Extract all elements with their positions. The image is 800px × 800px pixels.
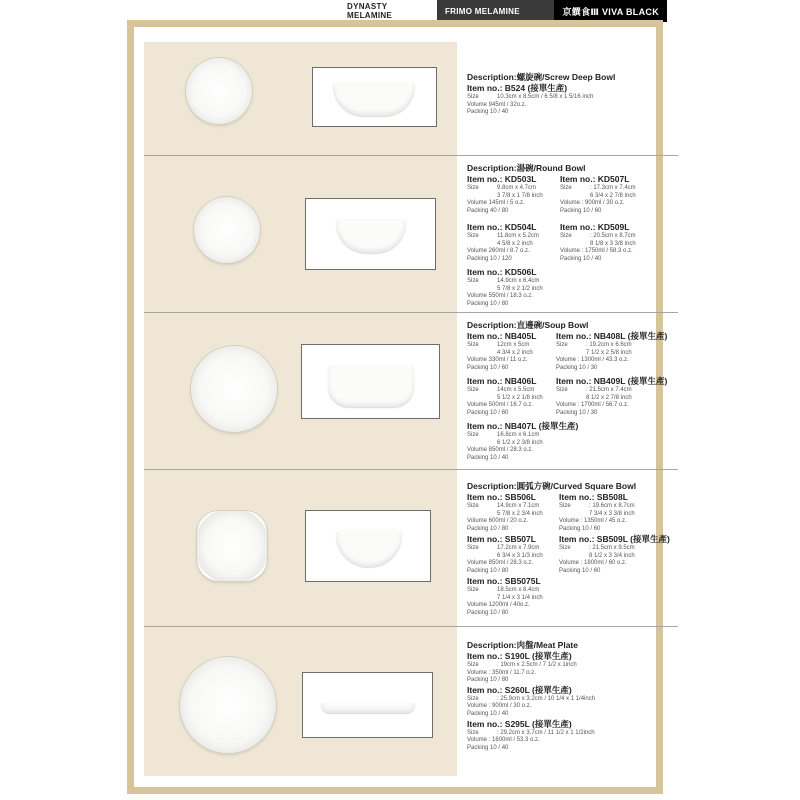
packing-value: Packing 10 / 40 (560, 255, 602, 262)
packing-value: Packing 10 / 40 (467, 454, 509, 461)
item-number: Item no.: NB405L (467, 331, 537, 341)
item-number: Item no.: NB406L (467, 376, 537, 386)
bowl-top-view-image (186, 58, 252, 124)
item-number: Item no.: NB409L (接單生產) (556, 376, 668, 386)
item-block-sb5075l (467, 576, 587, 617)
size-inch-value: 3 7/8 x 1 7/8 inch (497, 192, 543, 199)
size-inch-value: 6 3/4 x 2 7/8 inch (590, 192, 636, 199)
item-block-s295l (467, 719, 667, 753)
packing-value: Packing 10 / 40 (467, 744, 509, 751)
volume-value: Volume 945ml / 32o.z. (467, 101, 527, 108)
size-label: Size (467, 662, 479, 668)
bowl-side-view-frame (301, 344, 440, 419)
item-number: Item no.: KD507L (560, 174, 630, 184)
bowl-side-view-frame (312, 67, 437, 127)
product-description: Description:圓弧方碗/Curved Square Bowl (467, 481, 637, 491)
bowl-side-view-image (336, 529, 402, 567)
item-number: Item no.: KD506L (467, 267, 537, 277)
volume-value: Volume 500ml / 16.7 o.z. (467, 402, 534, 409)
item-number: Item no.: SB508L (559, 492, 628, 502)
volume-value: Volume : 1350ml / 45 o.z. (559, 518, 627, 525)
packing-value: Packing 10 / 30 (556, 364, 598, 371)
item-number: Item no.: SB507L (467, 534, 536, 544)
size-value: 10.3cm x 8.5cm / 6 5/8 x 1 5/16 inch (497, 94, 594, 100)
packing-value: Packing 10 / 60 (467, 409, 509, 416)
bowl-side-view-image (333, 82, 415, 116)
tab-viva-black[interactable]: 京饌食Ⅲ VIVA BLACK (554, 0, 667, 22)
packing-value: Packing 10 / 60 (559, 525, 601, 532)
section-divider (144, 626, 678, 627)
packing-value: Packing 10 / 60 (559, 567, 601, 574)
product-description: Description:螺旋碗/Screw Deep Bowl (467, 72, 616, 82)
volume-value: Volume : 900ml / 30 o.z. (560, 200, 625, 207)
size-inch-value: 5 1/2 x 2 1/8 inch (497, 394, 543, 401)
packing-value: Packing 10 / 80 (467, 525, 509, 532)
packing-value: Packing 10 / 30 (556, 409, 598, 416)
size-value: 11.8cm x 5.2cm (497, 233, 539, 239)
size-label: Size (467, 587, 479, 593)
item-number: Item no.: KD509L (560, 222, 630, 232)
bowl-side-view-image (328, 365, 414, 407)
size-value: : 20.5cm x 8.7cm (590, 233, 636, 239)
size-inch-value: 8 1/8 x 3 3/8 inch (590, 240, 636, 247)
packing-value: Packing 10 / 60 (467, 364, 509, 371)
packing-value: Packing 10 / 60 (560, 207, 602, 214)
item-number: Item no.: KD504L (467, 222, 537, 232)
size-label: Size (467, 185, 479, 191)
item-block-nb408l (556, 331, 676, 372)
item-block-kd507l (560, 174, 680, 215)
tab-frimo-melamine[interactable]: FRIMO MELAMINE (437, 0, 554, 22)
size-value: : 19.6cm x 8.7cm (589, 503, 635, 509)
volume-value: Volume : 350ml / 11.7 o.z. (467, 669, 536, 676)
plate-side-view-frame (302, 672, 433, 738)
volume-value: Volume 1200ml / 40o.z. (467, 602, 530, 609)
bowl-top-view-image (194, 197, 260, 263)
volume-value: Volume 330ml / 11 o.z. (467, 357, 528, 364)
packing-value: Packing 10 / 80 (467, 567, 509, 574)
size-value: 16.8cm x 6.1cm (497, 432, 540, 438)
size-value: 14cm x 5.5cm (497, 387, 535, 393)
item-block-kd506l (467, 267, 587, 308)
volume-value: Volume : 1750ml / 58.3 o.z. (560, 248, 633, 255)
section-divider (144, 312, 678, 313)
size-label: Size (467, 278, 479, 284)
size-label: Size (559, 503, 571, 509)
volume-value: Volume 260ml / 8.7 o.z. (467, 248, 530, 255)
volume-value: Volume : 1700ml / 56.7 o.z. (556, 402, 629, 409)
volume-value: Volume 850ml / 28.3 o.z. (467, 447, 534, 454)
size-label: Size (467, 387, 479, 393)
size-value: : 17.3cm x 7.4cm (590, 185, 636, 191)
size-inch-value: 8 1/2 x 2 7/8 inch (586, 394, 632, 401)
size-label: Size (559, 545, 571, 551)
product-description: Description:湯碗/Round Bowl (467, 163, 586, 173)
volume-value: Volume : 1800ml / 60 o.z. (559, 560, 627, 567)
tab-dynasty-melamine[interactable]: DYNASTY MELAMINE (339, 0, 437, 22)
bowl-side-view-frame (305, 510, 431, 582)
item-number: Item no.: B524 (接單生產) (467, 83, 568, 93)
size-value: 18.5cm x 8.4cm (497, 587, 540, 593)
size-value: : 25.9cm x 3.2cm / 10 1/4 x 1 1/4inch (497, 695, 596, 702)
product-description: Description:直邊碗/Soup Bowl (467, 320, 589, 330)
size-inch-value: 7 1/4 x 3 1/4 inch (497, 594, 543, 601)
packing-value: Packing 10 / 120 (467, 255, 512, 262)
size-label: Size (556, 342, 568, 348)
section-divider (144, 469, 678, 470)
size-label: Size (467, 94, 479, 100)
size-inch-value: 8 1/2 x 3 3/4 inch (589, 552, 635, 559)
size-inch-value: 6 3/4 x 3 1/3 inch (497, 552, 543, 559)
volume-value: Volume : 900ml / 30 o.z. (467, 703, 532, 710)
size-label: Size (467, 503, 479, 509)
top-category-bar (339, 0, 667, 22)
item-number: Item no.: SB506L (467, 492, 536, 502)
packing-value: Packing 10 / 80 (467, 300, 509, 307)
volume-value: Volume : 1600ml / 53.3 o.z. (467, 737, 540, 744)
volume-value: Volume 145ml / 5 o.z. (467, 200, 525, 207)
size-inch-value: 7 3/4 x 3 3/8 inch (589, 510, 635, 517)
packing-value: Packing 10 / 40 (467, 710, 509, 717)
size-value: : 21.5cm x 9.5cm (589, 545, 635, 551)
product-description: Description:肉盤/Meat Plate (467, 640, 578, 650)
size-value: 9.8cm x 4.7cm (497, 185, 537, 191)
packing-value: Packing 10 / 80 (467, 677, 509, 684)
size-value: : 21.5cm x 7.4cm (586, 387, 632, 393)
size-value: : 19.2cm x 6.6cm (586, 342, 632, 348)
size-inch-value: 4 5/8 x 2 inch (497, 240, 533, 247)
size-inch-value: 5 7/8 x 2 1/2 inch (497, 285, 543, 292)
bowl-top-view-image (191, 346, 277, 432)
size-inch-value: 7 1/2 x 2 5/8 inch (586, 349, 632, 356)
size-label: Size (467, 729, 479, 736)
size-value: 17.2cm x 7.9cm (497, 545, 540, 551)
size-value: 12cm x 5cm (497, 342, 530, 348)
item-number: Item no.: SB5075L (467, 576, 541, 586)
item-block-kd509l (560, 222, 680, 263)
section-divider (144, 155, 678, 156)
product-info (467, 320, 667, 465)
size-label: Size (467, 695, 479, 702)
size-value: : 19cm x 2.5cm / 7 1/2 x 1inch (497, 662, 577, 668)
size-label: Size (560, 185, 572, 191)
size-label: Size (556, 387, 568, 393)
bowl-side-view-image (336, 219, 406, 253)
size-label: Size (560, 233, 572, 239)
volume-value: Volume : 1300ml / 43.3 o.z. (556, 357, 629, 364)
product-info (467, 163, 667, 308)
item-number: Item no.: NB407L (接單生產) (467, 421, 579, 431)
product-info (467, 72, 667, 117)
size-label: Size (467, 233, 479, 239)
item-block-sb509l (559, 534, 679, 575)
size-inch-value: 4 3/4 x 2 inch (497, 349, 533, 356)
size-value: : 29.2cm x 3.7cm / 11 1/2 x 1 1/2inch (497, 729, 595, 736)
size-inch-value: 5 7/8 x 2 3/4 inch (497, 510, 543, 517)
size-label: Size (467, 342, 479, 348)
bowl-top-view-image (197, 511, 267, 581)
packing-value: Packing 10 / 80 (467, 609, 509, 616)
item-number: Item no.: S295L (接單生產) (467, 718, 572, 729)
item-number: Item no.: S190L (接單生產) (467, 651, 572, 661)
packing-value: Packing 40 / 80 (467, 207, 509, 214)
size-label: Size (467, 545, 479, 551)
size-inch-value: 6 1/2 x 2 3/8 inch (497, 439, 543, 446)
volume-value: Volume 850ml / 28.3 o.z. (467, 560, 534, 567)
item-block-nb407l (467, 421, 587, 462)
item-number: Item no.: KD503L (467, 174, 537, 184)
item-block-s260l (467, 685, 667, 719)
volume-value: Volume 550ml / 18.3 o.z. (467, 293, 534, 300)
size-value: 14.9cm x 7.1cm (497, 503, 540, 509)
bowl-side-view-frame (305, 198, 436, 270)
product-info (467, 640, 667, 752)
item-number: Item no.: SB509L (接單生產) (559, 534, 670, 544)
plate-top-view-image (180, 657, 276, 753)
product-info (467, 481, 670, 626)
size-value: 14.9cm x 6.4cm (497, 278, 540, 284)
item-number: Item no.: NB408L (接單生產) (556, 331, 668, 341)
size-label: Size (467, 432, 479, 438)
plate-side-view-image (321, 703, 415, 713)
item-number: Item no.: S260L (接單生產) (467, 684, 572, 695)
item-block-sb508l (559, 492, 679, 533)
item-block-s190l (467, 651, 667, 685)
item-block-nb409l (556, 376, 676, 417)
packing-value: Packing 10 / 40 (467, 109, 509, 116)
volume-value: Volume 600ml / 20 o.z. (467, 518, 529, 525)
